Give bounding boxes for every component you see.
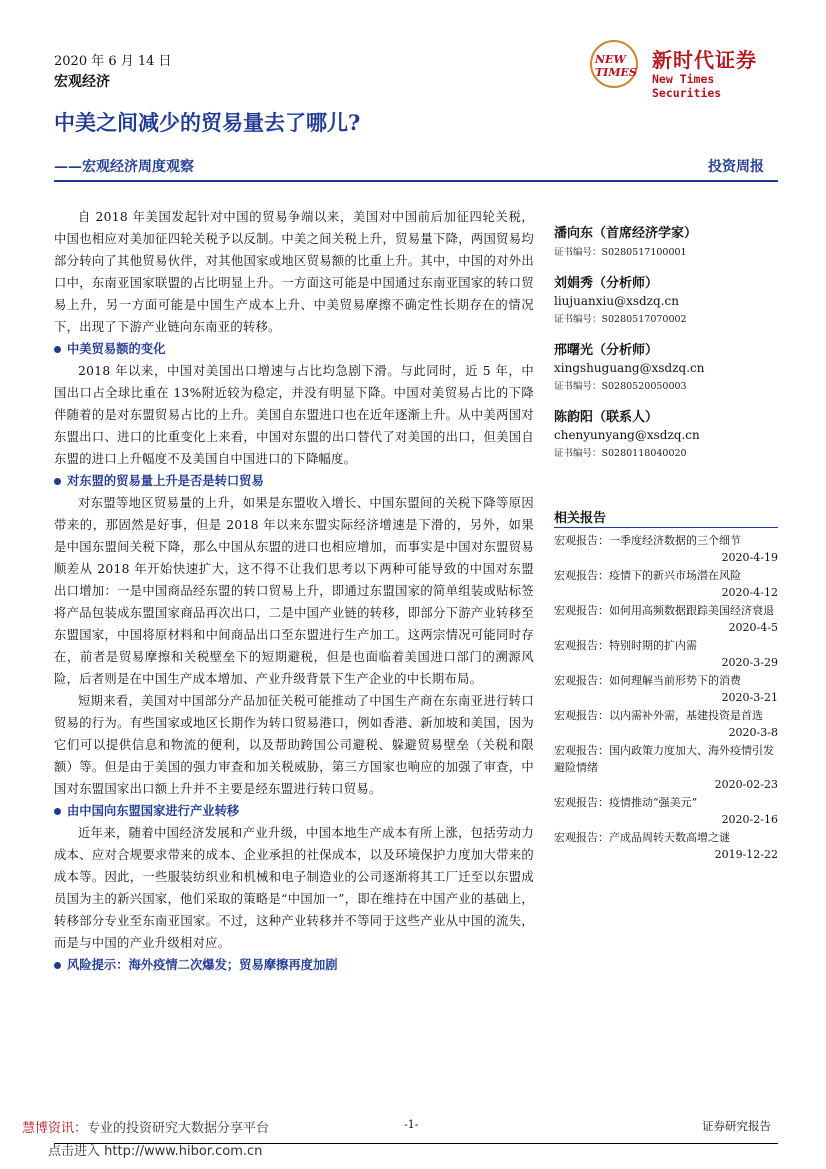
report-category: 宏观经济: [54, 74, 110, 90]
related-divider: [554, 527, 778, 528]
related-reports-title: 相关报告: [554, 511, 607, 526]
bullet-icon: [54, 478, 61, 485]
watermark-link[interactable]: 点击进入 http://www.hibor.com.cn: [48, 1144, 263, 1159]
body-paragraph: 2018 年以来，中国对美国出口增速与占比均急剧下滑。与此同时，近 5 年，中国出口占全球比重在 13%附近较为稳定，并没有明显下降。中国对美贸易占比的下降伴随着的是对东盟贸易占比的上升。美国自东盟进口也在近年逐渐上升。从中美两国对东盟出口、进口的比重变化上来看，中国对东盟的出口替代了对美国的出口，但美国自东盟的进口上升幅度不及美国自中国进口的下降幅度。: [54, 364, 534, 466]
footer-label: 证券研究报告: [702, 1119, 771, 1133]
bullet-icon: [54, 962, 61, 969]
analyst-card: [554, 339, 778, 392]
report-date: 2020 年 6 月 14 日: [54, 54, 172, 69]
page-subtitle: ——宏观经济周度观察: [54, 159, 194, 175]
related-report-item[interactable]: 宏观报告：一季度经济数据的三个细节 2020-4-19: [554, 534, 778, 564]
body-paragraph: 自 2018 年美国发起针对中国的贸易争端以来，美国对中国前后加征四轮关税，中国也相应对美加征四轮关税予以反制。中美之间关税上升，贸易量下降，两国贸易均部分转向了其他贸易伙伴，对其他国家或地区贸易额的比重上升。其中，中国的对外出口中，东南亚国家联盟的占比明显上升。一方面这可能是中国通过东南亚国家的转口贸易上升，另一方面可能是中国生产成本上升、中美贸易摩擦不确定性长期存在的情况下，出现了下游产业链向东南亚的转移。: [54, 210, 534, 334]
risk-warning: 风险提示：海外疫情二次爆发；贸易摩擦再度加剧: [54, 954, 534, 976]
analyst-card: [554, 406, 778, 459]
section-heading: 中美贸易额的变化: [54, 338, 534, 360]
main-body: [54, 206, 534, 976]
logo-mark-icon: NEW TIMES: [590, 40, 638, 88]
logo-name-en: New Times Securities: [652, 72, 722, 100]
body-paragraph: 短期来看，美国对中国部分产品加征关税可能推动了中国生产商在东南亚进行转口贸易的行为。有些国家或地区长期作为转口贸易港口，例如香港、新加坡和美国，因为它们可以提供信息和物流的便利，以及帮助跨国公司避税、躲避贸易壁垒（关税和限额）等。但是由于美国的强力审查和加关税威胁，第三方国家也响应的加强了审查，中国对东盟国家出口额上升并不主要是经东盟进行转口贸易。: [54, 694, 534, 796]
related-report-item[interactable]: 宏观报告：如何理解当前形势下的消费 2020-3-21: [554, 674, 778, 704]
company-logo: [590, 40, 780, 100]
logo-name-cn: 新时代证券: [652, 48, 757, 72]
analyst-email[interactable]: liujuanxiu@xsdzq.cn: [554, 294, 679, 308]
related-reports-list: [554, 532, 778, 864]
analyst-cert: 证书编号：S0280520050003: [554, 381, 687, 392]
page-number: -1-: [404, 1118, 419, 1131]
related-report-item[interactable]: 宏观报告：以内需补外需，基建投资是首选 2020-3-8: [554, 709, 778, 739]
body-paragraph: 近年来，随着中国经济发展和产业升级，中国本地生产成本有所上涨，包括劳动力成本、应对合规要求带来的成本、企业承担的社保成本，以及环境保护力度加大带来的成本等。因此，一些服装纺织业和机械和电子制造业的公司逐渐将其工厂迁至以东盟成员国为主的新兴国家，他们采取的策略是“中国加一”，即在维持在中国产业的基础上，转移部分专业至东南亚国家。不过，这种产业转移并不等同于这些产业从中国的流失，而是与中国的产业升级相对应。: [54, 826, 534, 950]
related-report-item[interactable]: 宏观报告：产成品周转天数高增之谜 2019-12-22: [554, 831, 778, 861]
related-report-item[interactable]: 宏观报告：疫情推动“强美元” 2020-2-16: [554, 796, 778, 826]
analyst-cert: 证书编号：S0280517100001: [554, 247, 687, 258]
related-report-item[interactable]: 宏观报告：特别时期的扩内需 2020-3-29: [554, 639, 778, 669]
analyst-name: 潘向东（首席经济学家）: [554, 226, 698, 241]
analyst-email[interactable]: chenyunyang@xsdzq.cn: [554, 428, 700, 442]
analyst-name: 邢曙光（分析师）: [554, 343, 659, 358]
body-paragraph: 对东盟等地区贸易量的上升，如果是东盟收入增长、中国东盟间的关税下降等原因带来的，那固然是好事，但是 2018 年以来东盟实际经济增速是下滑的，另外，如果是中国东盟间关税下降，那么中国从东盟的进口也相应增加，而事实是中国对东盟贸易顺差从 2018 年开始快速扩大，这不得不让我们思考以下两种可能导致的中国对东盟出口增加：一是中国商品经东盟的转口贸易上升，即通过东盟国家的简单组装或贴标签将产品包装成东盟国家商品再次出口，二是中国产业链的转移，即部分下游产业转移至东盟国家，中国将原材料和中间商品出口至东盟进行生产加工。这两宗情况可能同时存在，前者是贸易摩擦和关税壁垒下的短期避税，但是也面临着美国进口部门的溯源风险，后者则是在中国生产成本增加、产业升级背景下生产企业的中长期布局。: [54, 496, 534, 686]
bullet-icon: [54, 346, 61, 353]
analyst-name: 刘娟秀（分析师）: [554, 276, 659, 291]
related-report-item[interactable]: 宏观报告：如何用高频数据跟踪美国经济衰退 2020-4-5: [554, 604, 778, 634]
page-title: 中美之间减少的贸易量去了哪儿?: [54, 110, 361, 135]
analyst-card: [554, 272, 778, 325]
analyst-name: 陈韵阳（联系人）: [554, 410, 659, 425]
section-heading: 由中国向东盟国家进行产业转移: [54, 800, 534, 822]
analyst-email[interactable]: xingshuguang@xsdzq.cn: [554, 361, 705, 375]
related-report-item[interactable]: 宏观报告：疫情下的新兴市场潜在风险 2020-4-12: [554, 569, 778, 599]
report-type: 投资周报: [708, 159, 764, 175]
section-heading: 对东盟的贸易量上升是否是转口贸易: [54, 470, 534, 492]
analyst-panel: [554, 222, 778, 473]
related-report-item[interactable]: 宏观报告：国内政策力度加大、海外疫情引发避险情绪 2020-02-23: [554, 744, 778, 791]
analyst-card: [554, 222, 778, 258]
bullet-icon: [54, 808, 61, 815]
analyst-cert: 证书编号：S0280517070002: [554, 314, 687, 325]
watermark-line: 慧博资讯：专业的投资研究大数据分享平台: [22, 1121, 270, 1136]
analyst-cert: 证书编号：S0280118040020: [554, 448, 687, 459]
header-divider: [54, 180, 778, 182]
